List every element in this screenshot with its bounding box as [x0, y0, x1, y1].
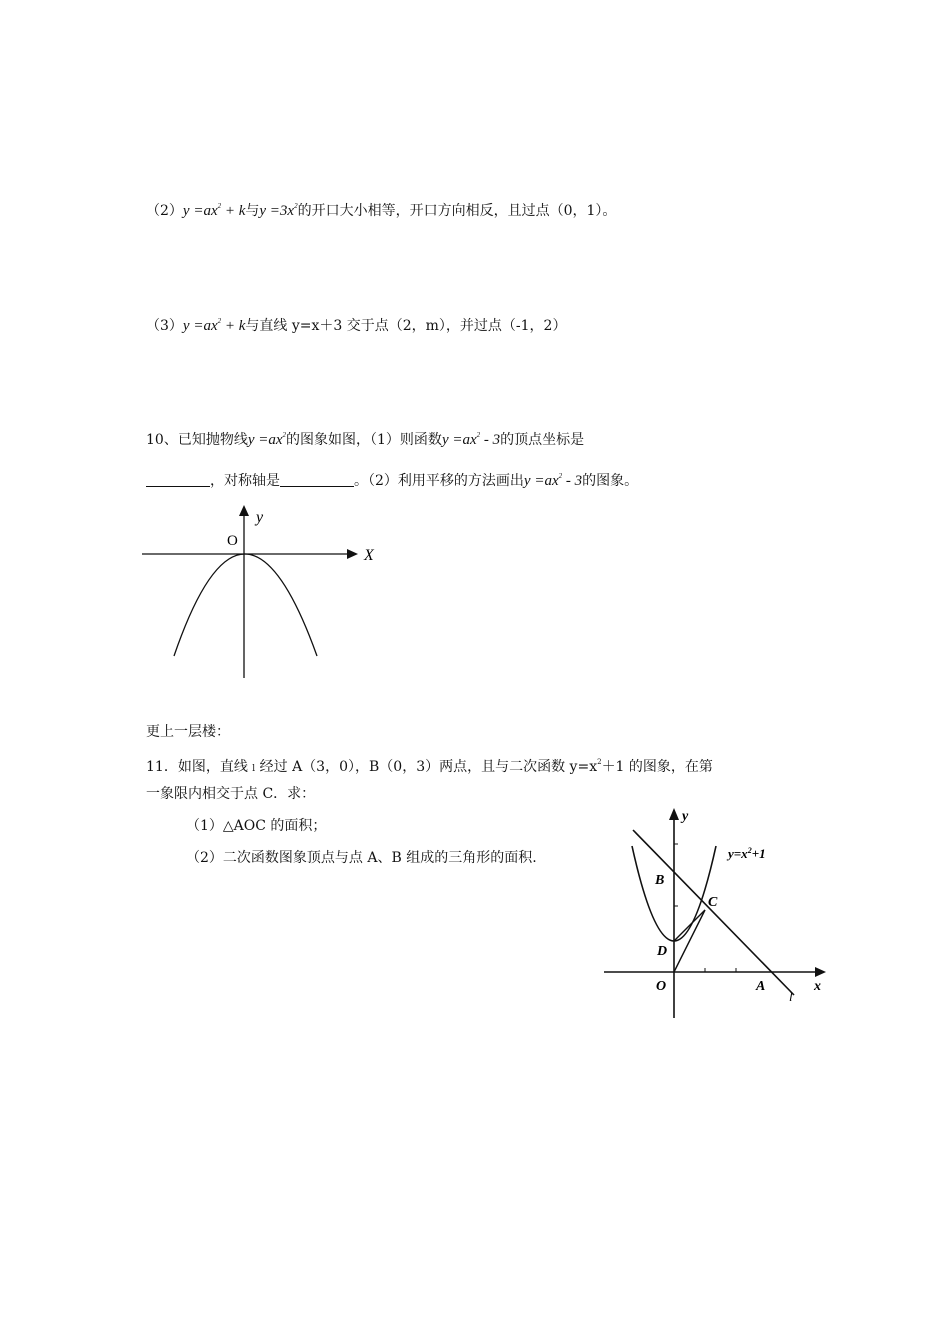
question-11-line-2: 一象限内相交于点 C．求： [146, 786, 316, 802]
curve-label: $y=x^2+1$ [728, 846, 766, 861]
x-axis-arrow [815, 967, 826, 977]
point-b-label: B [655, 873, 665, 888]
question-11-sub-2: （2）二次函数图象顶点与点 A、B 组成的三角形的面积. [186, 850, 537, 866]
point-o-label: O [656, 979, 667, 994]
point-d-label: D [657, 944, 668, 959]
question-10-line-1: 10、已知抛物线$y =ax^2$的图象如图，（1）则函数$y =ax^2 - 3$的顶点坐标是 [146, 431, 585, 448]
y-axis-label: y [682, 809, 689, 824]
question-11-sub-1: （1）△AOC 的面积； [186, 818, 327, 834]
section-title: 更上一层楼： [146, 724, 230, 740]
q10-equation-b: $y =ax^2 - 3$ [441, 431, 501, 448]
q10-equation-a: $y =ax^2$ [247, 431, 287, 448]
q2-connector: 与 [245, 203, 260, 219]
q2-equation-2: $y =3x^2$ [259, 202, 298, 219]
x-axis-label: X [364, 547, 374, 564]
q2-number: （2） [146, 203, 183, 219]
q2-text: 的开口大小相等，开口方向相反，且过点（0，1）。 [297, 203, 617, 219]
q3-equation: $y =ax^2 + k$ [182, 317, 246, 334]
y-axis-label: y [256, 509, 264, 526]
q2-equation-1: $y =ax^2 + k$ [182, 202, 246, 219]
y-axis-arrow [669, 808, 679, 820]
question-11-line-1: 11．如图，直线 l 经过 A（3，0），B（0，3）两点，且与二次函数 $y=x^2+1$ 的图象，在第 [146, 758, 713, 775]
q10-equation-c: $y =ax^2 - 3$ [523, 472, 583, 489]
q3-text: 与直线 y=x＋3 交于点（2，m），并过点（-1，2） [245, 318, 567, 334]
point-a-label: A [756, 979, 766, 994]
q3-number: （3） [146, 318, 183, 334]
line-l-label: l [789, 989, 793, 1004]
origin-label: O [227, 533, 238, 549]
question-10-line-2: ，对称轴是 。（2）利用平移的方法画出$y =ax^2 - 3$的图象。 [146, 471, 638, 491]
x-axis-label: x [814, 979, 821, 994]
segment-dc [674, 910, 705, 941]
segment-oc [674, 910, 705, 972]
point-c-label: C [708, 895, 718, 910]
line-l-symbol: l [252, 764, 256, 774]
